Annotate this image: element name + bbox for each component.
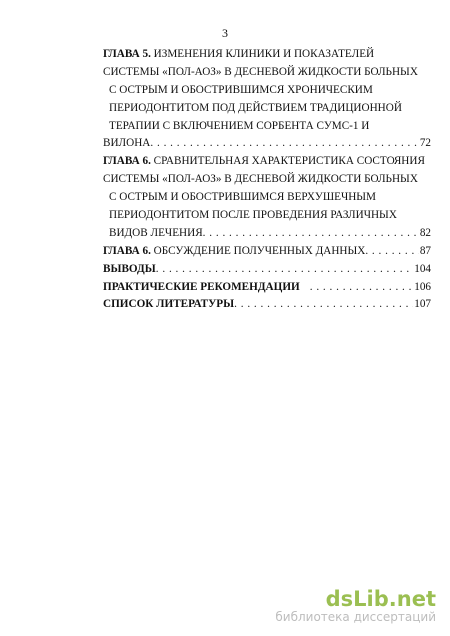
toc-entry-conclusions-page: 104: [414, 262, 431, 275]
watermark-subtitle: библиотека диссертаций: [275, 610, 436, 624]
toc-entry-chapter-5-line-1: [103, 46, 431, 64]
toc-entry-recommendations-title: ПРАКТИЧЕСКИЕ РЕКОМЕНДАЦИИ: [103, 280, 300, 293]
toc-entry-chapter-6a-heading: ГЛАВА 6.: [103, 155, 151, 168]
toc-entry-references-title: СПИСОК ЛИТЕРАТУРЫ: [103, 298, 235, 311]
toc-entry-chapter-5-line-4: ПЕРИОДОНТИТОМ ПОД ДЕЙСТВИЕМ ТРАДИЦИОННОЙ: [109, 101, 402, 114]
dot-leader: [156, 261, 413, 279]
toc-entry-chapter-5-page: 72: [419, 137, 431, 150]
toc-entry-chapter-6a-page: 82: [419, 226, 431, 239]
toc-entry-conclusions-title: ВЫВОДЫ: [103, 262, 156, 275]
toc-entry-chapter-6b-page: 87: [419, 244, 431, 257]
toc-entry-chapter-5-heading: ГЛАВА 5.: [103, 48, 151, 60]
toc-entry-chapter-5-last-line: ВИЛОНА: [103, 137, 151, 150]
toc-entry-chapter-6b-text: [103, 243, 365, 261]
dot-leader: [203, 225, 419, 243]
toc-entry-references: [103, 296, 431, 314]
toc-entry-chapter-6a-line-4: ПЕРИОДОНТИТОМ ПОСЛЕ ПРОВЕДЕНИЯ РАЗЛИЧНЫХ: [109, 209, 397, 222]
toc-entry-chapter-6b: [103, 243, 431, 261]
dot-leader: [150, 135, 418, 153]
dot-leader: [365, 243, 418, 261]
toc-entry-chapter-5-line-6: [103, 135, 431, 153]
toc-entry-recommendations: [103, 279, 431, 297]
toc-entry-recommendations-page: 106: [414, 280, 431, 293]
watermark-logo: dsLib.net: [325, 587, 436, 611]
toc-entry-chapter-6a-line-5: [103, 225, 431, 243]
toc-entry-chapter-6a-last-line: ВИДОВ ЛЕЧЕНИЯ: [109, 226, 203, 239]
toc-entry-chapter-6b-title: ОБСУЖДЕНИЕ ПОЛУЧЕННЫХ ДАННЫХ: [150, 244, 366, 257]
dslib-watermark: [275, 588, 436, 624]
toc-entry-conclusions: [103, 261, 431, 279]
toc-entry-chapter-6a-line-2: СИСТЕМЫ «ПОЛ-АОЗ» В ДЕСНЕВОЙ ЖИДКОСТИ БОЛЬНЫХ: [103, 173, 418, 186]
dot-leader: [300, 279, 413, 297]
toc-entry-chapter-5-line-3: С ОСТРЫМ И ОБОСТРИВШИМСЯ ХРОНИЧЕСКИМ: [109, 83, 373, 96]
toc-entry-chapter-6b-heading: ГЛАВА 6.: [103, 244, 151, 257]
toc-entry-chapter-5-line-5: ТЕРАПИИ С ВКЛЮЧЕНИЕМ СОРБЕНТА СУМС-1 И: [109, 119, 370, 132]
toc-entry-chapter-5-line-2: СИСТЕМЫ «ПОЛ-АОЗ» В ДЕСНЕВОЙ ЖИДКОСТИ БОЛЬНЫХ: [103, 65, 418, 78]
page-number: 3: [222, 26, 228, 40]
toc-entry-chapter-5-title: ИЗМЕНЕНИЯ КЛИНИКИ И ПОКАЗАТЕЛЕЙ: [150, 48, 375, 60]
dot-leader: [234, 296, 413, 314]
toc-entry-chapter-6a-line-1: [103, 153, 431, 171]
toc-entry-chapter-6a-title: СРАВНИТЕЛЬНАЯ ХАРАКТЕРИСТИКА СОСТОЯНИЯ: [150, 155, 425, 168]
table-of-contents: [103, 46, 431, 314]
toc-entry-references-page: 107: [414, 298, 431, 311]
toc-entry-chapter-6a-line-3: С ОСТРЫМ И ОБОСТРИВШИМСЯ ВЕРХУШЕЧНЫМ: [109, 191, 377, 204]
